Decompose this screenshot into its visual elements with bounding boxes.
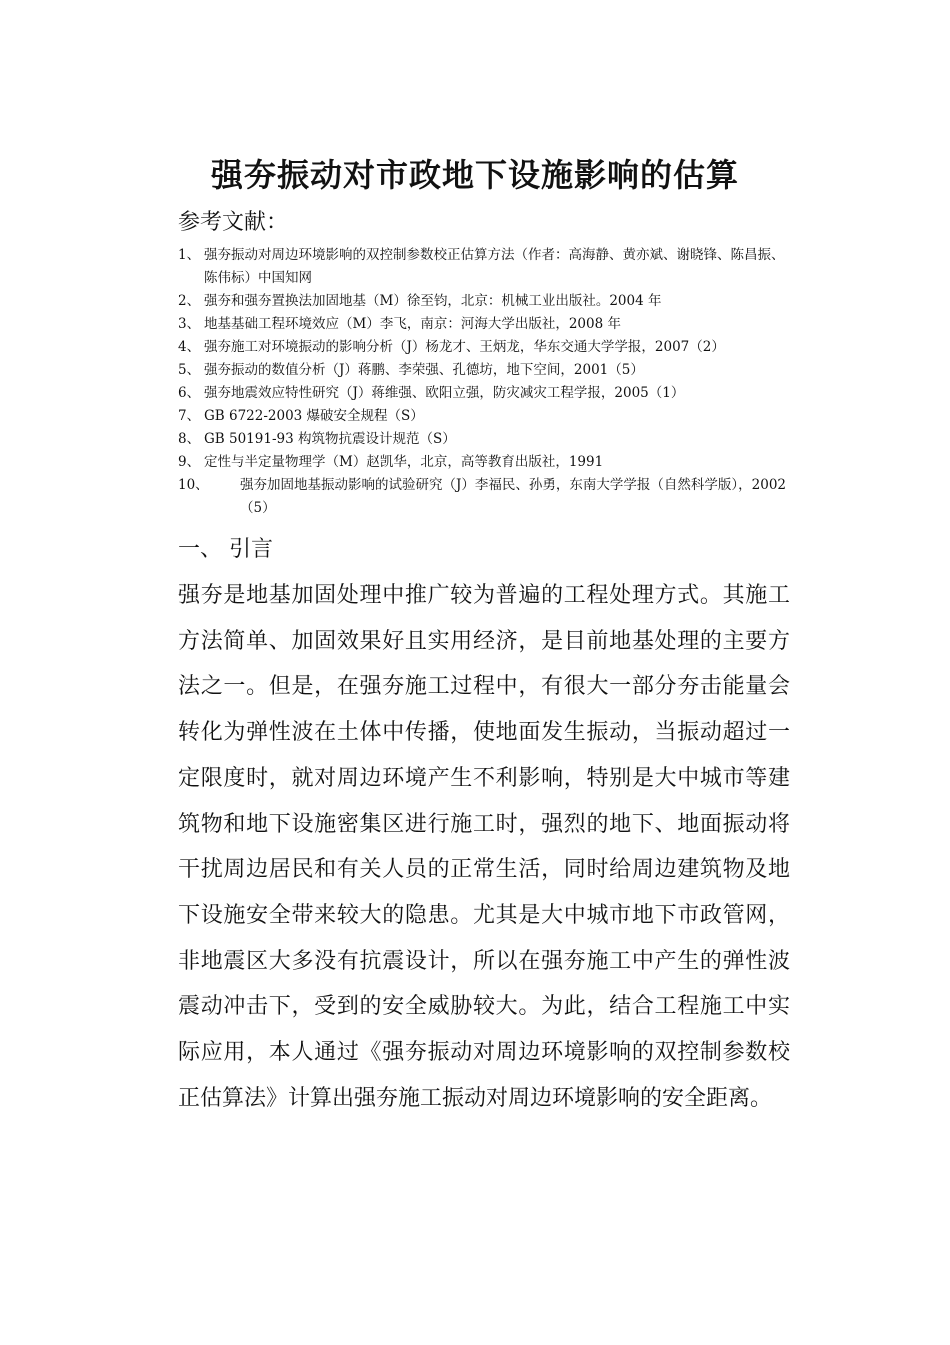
reference-item xyxy=(178,428,790,451)
reference-number: 7、 xyxy=(178,408,201,424)
reference-number: 2、 xyxy=(178,293,201,309)
reference-number: 6、 xyxy=(178,385,201,401)
reference-text: 定性与半定量物理学（M）赵凯华，北京，高等教育出版社，1991 xyxy=(204,454,604,470)
reference-text: 地基基础工程环境效应（M）李飞，南京：河海大学出版社，2008 年 xyxy=(204,316,621,332)
reference-number: 1、 xyxy=(178,247,201,263)
reference-number: 4、 xyxy=(178,339,201,355)
reference-item xyxy=(178,336,790,359)
body-paragraph: 强夯是地基加固处理中推广较为普遍的工程处理方式。其施工方法简单、加固效果好且实用经济，是目前地基处理的主要方法之一。但是，在强夯施工过程中，有很大一部分夯击能量会转化为弹性波在土体中传播，使地面发生振动，当振动超过一定限度时，就对周边环境产生不利影响，特别是大中城市等建筑物和地下设施密集区进行施工时，强烈的地下、地面振动将干扰周边居民和有关人员的正常生活，同时给周边建筑物及地下设施安全带来较大的隐患。尤其是大中城市地下市政管网，非地震区大多没有抗震设计，所以在强夯施工中产生的弹性波震动冲击下，受到的安全威胁较大。为此，结合工程施工中实际应用，本人通过《强夯振动对周边环境影响的双控制参数校正估算法》计算出强夯施工振动对周边环境影响的安全距离。 xyxy=(178,583,790,1111)
reference-item xyxy=(178,244,790,290)
reference-number: 8、 xyxy=(178,431,201,447)
reference-number: 5、 xyxy=(178,362,201,378)
reference-text: 强夯和强夯置换法加固地基（M）徐至钧，北京：机械工业出版社。2004 年 xyxy=(204,293,662,309)
reference-text: 强夯地震效应特性研究（J）蒋维强、欧阳立强，防灾减灾工程学报，2005（1） xyxy=(204,385,685,401)
reference-number: 10、 xyxy=(178,477,209,493)
reference-text: GB 6722-2003 爆破安全规程（S） xyxy=(204,408,424,424)
references-list xyxy=(178,244,790,520)
reference-text: 强夯振动的数值分析（J）蒋鹏、李荣强、孔德坊，地下空间，2001（5） xyxy=(204,362,644,378)
reference-item xyxy=(178,405,790,428)
reference-item xyxy=(178,290,790,313)
reference-text: 强夯加固地基振动影响的试验研究（J）李福民、孙勇，东南大学学报（自然科学版），2002（5） xyxy=(240,477,787,516)
reference-item xyxy=(178,382,790,405)
reference-item xyxy=(178,359,790,382)
reference-number: 9、 xyxy=(178,454,201,470)
reference-text: 强夯施工对环境振动的影响分析（J）杨龙才、王炳龙，华东交通大学学报，2007（2） xyxy=(204,339,725,355)
reference-item xyxy=(178,313,790,336)
section-heading-introduction: 一、 引言 xyxy=(178,537,273,562)
reference-number: 3、 xyxy=(178,316,201,332)
document-title: 强夯振动对市政地下设施影响的估算 xyxy=(210,156,739,194)
references-heading: 参考文献： xyxy=(178,210,289,235)
reference-item xyxy=(178,451,790,474)
reference-item xyxy=(178,474,790,520)
reference-text: 强夯振动对周边环境影响的双控制参数校正估算方法（作者：高海静、黄亦斌、谢晓锋、陈昌振、陈伟标）中国知网 xyxy=(204,247,785,286)
reference-text: GB 50191-93 构筑物抗震设计规范（S） xyxy=(204,431,456,447)
